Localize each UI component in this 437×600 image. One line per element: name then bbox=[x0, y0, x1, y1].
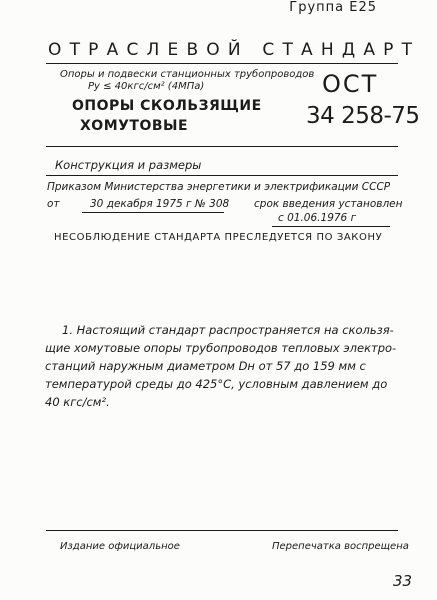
heading-rule bbox=[46, 63, 398, 64]
paragraph-line-5: 40 кгс/см². bbox=[45, 395, 110, 409]
order-effective: срок введения установлен bbox=[254, 198, 403, 210]
ost-label: ОСТ bbox=[322, 70, 379, 98]
order-date-underline bbox=[82, 212, 224, 213]
paragraph-line-1: 1. Настоящий стандарт распространяется на скользя- bbox=[62, 323, 394, 337]
group-label: Группа Е25 bbox=[289, 0, 377, 15]
page-number: 33 bbox=[393, 572, 413, 590]
subject-line-2: Pу ≤ 40кгс/см² (4МПа) bbox=[88, 81, 205, 92]
effective-date-underline bbox=[272, 226, 390, 227]
subject-rule bbox=[46, 146, 398, 147]
footer-rule bbox=[46, 530, 398, 531]
paragraph-line-2: щие хомутовые опоры трубопроводов тепловых электро- bbox=[45, 341, 397, 355]
ost-number: 34 258-75 bbox=[306, 103, 420, 129]
legal-notice: НЕСОБЛЮДЕНИЕ СТАНДАРТА ПРЕСЛЕДУЕТСЯ ПО ЗАКОНУ bbox=[54, 232, 383, 243]
main-title-line-1: ОПОРЫ СКОЛЬЗЯЩИЕ bbox=[72, 98, 262, 114]
order-from: от bbox=[47, 198, 60, 210]
order-effective-date: с 01.06.1976 г bbox=[278, 212, 357, 224]
order-line-1: Приказом Министерства энергетики и электрификации СССР bbox=[47, 181, 391, 193]
footer-reprint: Перепечатка воспрещена bbox=[272, 541, 409, 552]
standard-heading: ОТРАСЛЕВОЙ СТАНДАРТ bbox=[48, 40, 421, 60]
paragraph-line-3: станций наружным диаметром Dн от 57 до 159 мм с bbox=[45, 359, 366, 373]
section-title: Конструкция и размеры bbox=[55, 158, 202, 172]
order-date: 30 декабря 1975 г № 308 bbox=[90, 198, 230, 210]
subject-line-1: Опоры и подвески станционных трубопроводов bbox=[60, 69, 315, 80]
footer-official: Издание официальное bbox=[60, 541, 180, 552]
main-title-line-2: ХОМУТОВЫЕ bbox=[80, 118, 189, 134]
paragraph-line-4: температурой среды до 425°С, условным давлением до bbox=[45, 377, 388, 391]
section-rule bbox=[46, 175, 398, 176]
